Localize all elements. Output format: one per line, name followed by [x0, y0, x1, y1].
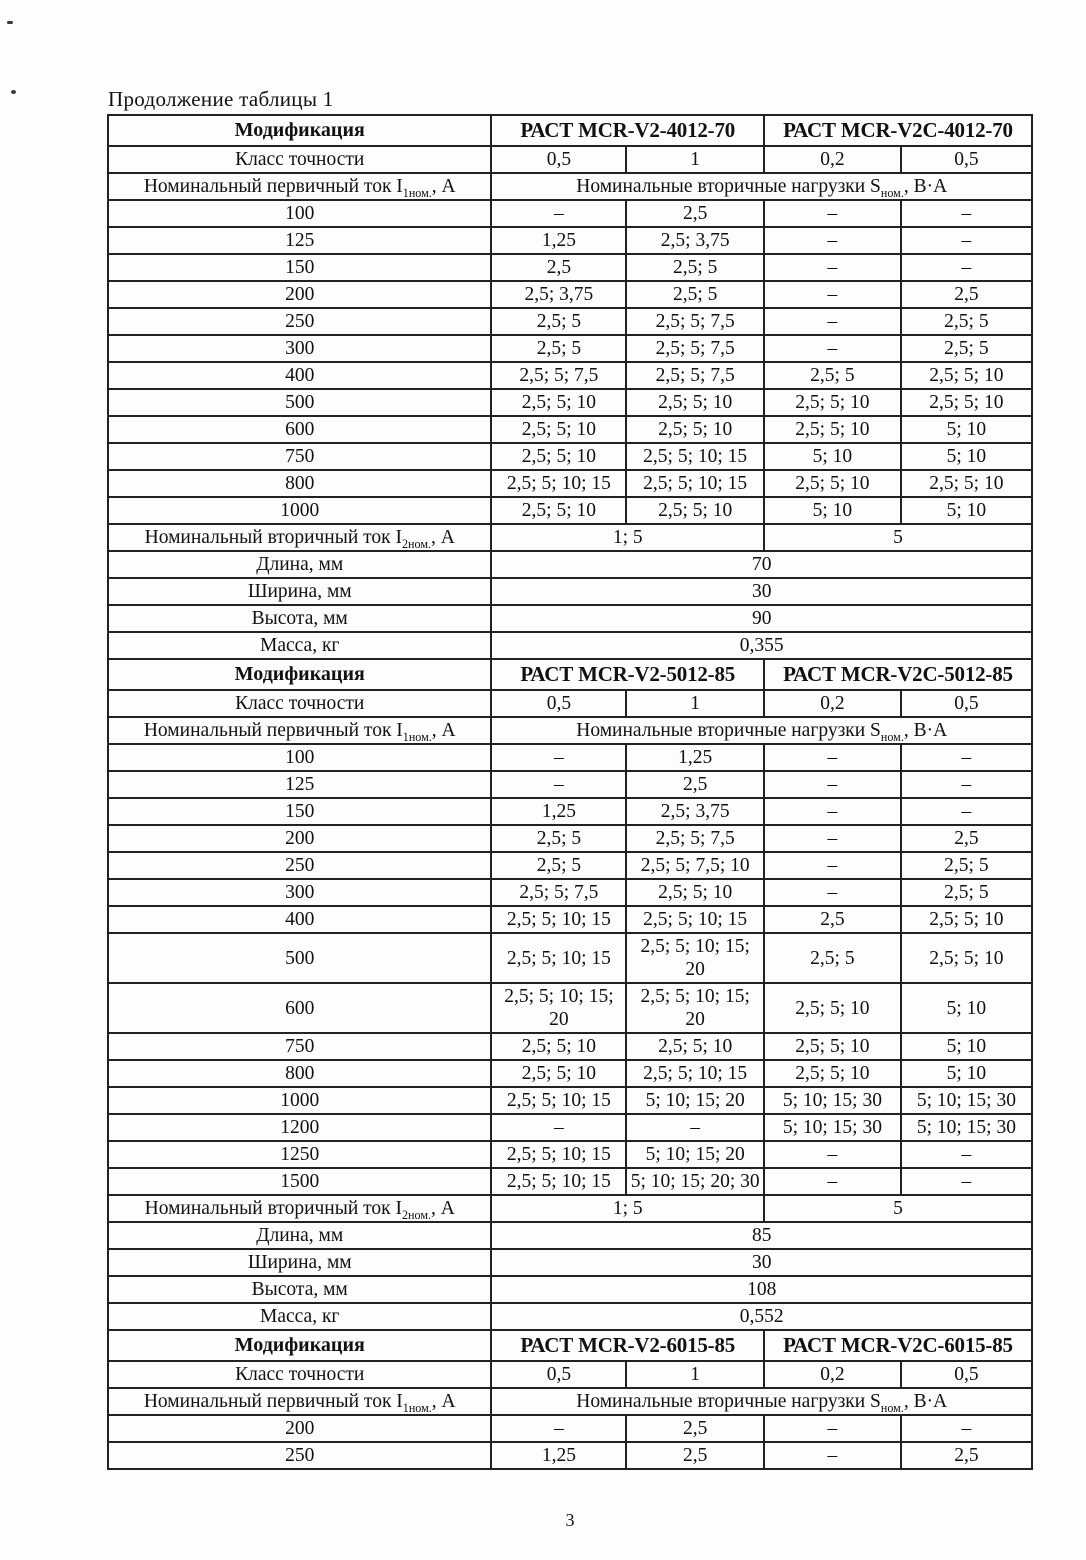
- current-value-cell: 300: [108, 335, 491, 362]
- table-row: [108, 744, 1032, 771]
- table-row: [108, 771, 1032, 798]
- accuracy-class-cell: 0,5: [491, 146, 626, 173]
- dimension-label-cell: Длина, мм: [108, 551, 491, 578]
- accuracy-row: [108, 146, 1032, 173]
- table-row: [108, 497, 1032, 524]
- load-values-cell: 2,5; 5; 7,5; 10: [626, 852, 764, 879]
- accuracy-label-cell: Класс точности: [108, 1361, 491, 1388]
- load-values-cell: –: [491, 1415, 626, 1442]
- current-value-cell: 100: [108, 744, 491, 771]
- load-values-cell: –: [764, 825, 901, 852]
- dimension-value-cell: 0,355: [491, 632, 1032, 659]
- current-value-cell: 750: [108, 1033, 491, 1060]
- load-values-cell: 2,5; 5; 10: [764, 1033, 901, 1060]
- primary-current-header-cell: Номинальный первичный ток $I_{1ном.}$, А: [108, 1388, 491, 1415]
- accuracy-class-cell: 0,5: [491, 690, 626, 717]
- load-values-cell: 5; 10: [901, 983, 1032, 1033]
- modification-row: [108, 659, 1032, 690]
- load-values-cell: 1,25: [491, 1442, 626, 1469]
- loads-header-cell: Номинальные вторичные нагрузки $S_{ном.}$, В·А: [491, 1388, 1032, 1415]
- page-number: 3: [565, 1510, 575, 1530]
- load-values-cell: –: [764, 308, 901, 335]
- accuracy-class-cell: 0,2: [764, 690, 901, 717]
- loads-header-row: [108, 717, 1032, 744]
- load-values-cell: –: [764, 1168, 901, 1195]
- load-values-cell: 5; 10; 15; 20: [626, 1087, 764, 1114]
- model-name-cell: РАСТ MCR-V2C-5012-85: [764, 659, 1032, 690]
- load-values-cell: 2,5; 5; 10; 15: [491, 1168, 626, 1195]
- dimension-label-cell: Высота, мм: [108, 1276, 491, 1303]
- table-row: [108, 200, 1032, 227]
- current-value-cell: 125: [108, 227, 491, 254]
- load-values-cell: 2,5; 5; 7,5: [491, 362, 626, 389]
- load-values-cell: 2,5; 5; 10; 15: [626, 470, 764, 497]
- secondary-current-value-cell: 1; 5: [491, 1195, 764, 1222]
- load-values-cell: –: [764, 335, 901, 362]
- load-values-cell: 2,5; 5; 10; 15: [626, 906, 764, 933]
- load-values-cell: –: [764, 798, 901, 825]
- load-values-cell: 2,5; 5: [901, 852, 1032, 879]
- dimension-value-cell: 90: [491, 605, 1032, 632]
- accuracy-class-cell: 0,2: [764, 1361, 901, 1388]
- load-values-cell: 5; 10; 15; 30: [901, 1087, 1032, 1114]
- dimension-row: [108, 1276, 1032, 1303]
- accuracy-class-cell: 0,2: [764, 146, 901, 173]
- current-value-cell: 100: [108, 200, 491, 227]
- modification-label-cell: Модификация: [108, 1330, 491, 1361]
- dimension-value-cell: 30: [491, 1249, 1032, 1276]
- current-value-cell: 150: [108, 798, 491, 825]
- loads-header-cell: Номинальные вторичные нагрузки $S_{ном.}$, В·А: [491, 173, 1032, 200]
- dimension-row: [108, 578, 1032, 605]
- loads-header-cell: Номинальные вторичные нагрузки $S_{ном.}$, В·А: [491, 717, 1032, 744]
- accuracy-class-cell: 0,5: [491, 1361, 626, 1388]
- current-value-cell: 500: [108, 389, 491, 416]
- load-values-cell: 2,5; 5: [491, 852, 626, 879]
- table-continuation-title: Продолжение таблицы 1: [108, 87, 334, 111]
- secondary-current-value-cell: 5: [764, 1195, 1032, 1222]
- current-value-cell: 1200: [108, 1114, 491, 1141]
- load-values-cell: –: [901, 1168, 1032, 1195]
- load-values-cell: 2,5; 5: [626, 281, 764, 308]
- load-values-cell: –: [901, 254, 1032, 281]
- current-value-cell: 150: [108, 254, 491, 281]
- load-values-cell: 2,5: [491, 254, 626, 281]
- load-values-cell: 2,5; 5; 10: [901, 933, 1032, 983]
- table-row: [108, 389, 1032, 416]
- load-values-cell: 2,5; 5; 10: [764, 1060, 901, 1087]
- load-values-cell: –: [764, 1141, 901, 1168]
- table-row: [108, 1033, 1032, 1060]
- current-value-cell: 1000: [108, 1087, 491, 1114]
- load-values-cell: –: [764, 200, 901, 227]
- current-value-cell: 125: [108, 771, 491, 798]
- load-values-cell: 2,5; 5: [491, 335, 626, 362]
- dimension-value-cell: 85: [491, 1222, 1032, 1249]
- scan-artifact-dot: [11, 90, 16, 94]
- current-value-cell: 1000: [108, 497, 491, 524]
- load-values-cell: 2,5: [901, 825, 1032, 852]
- load-values-cell: –: [901, 744, 1032, 771]
- model-name-cell: РАСТ MCR-V2-6015-85: [491, 1330, 764, 1361]
- dimension-label-cell: Ширина, мм: [108, 1249, 491, 1276]
- current-value-cell: 800: [108, 470, 491, 497]
- load-values-cell: 5; 10; 15; 20; 30: [626, 1168, 764, 1195]
- dimension-label-cell: Длина, мм: [108, 1222, 491, 1249]
- load-values-cell: 2,5; 3,75: [626, 227, 764, 254]
- load-values-cell: –: [491, 744, 626, 771]
- secondary-current-row: [108, 524, 1032, 551]
- load-values-cell: 2,5: [901, 1442, 1032, 1469]
- dimension-row: [108, 605, 1032, 632]
- load-values-cell: 5; 10; 15; 30: [901, 1114, 1032, 1141]
- load-values-cell: 2,5; 5; 10; 15: [626, 443, 764, 470]
- load-values-cell: –: [764, 744, 901, 771]
- load-values-cell: 2,5; 5; 10; 15; 20: [491, 983, 626, 1033]
- current-value-cell: 1250: [108, 1141, 491, 1168]
- model-name-cell: РАСТ MCR-V2-5012-85: [491, 659, 764, 690]
- accuracy-class-cell: 1: [626, 690, 764, 717]
- load-values-cell: 2,5; 5; 7,5: [626, 335, 764, 362]
- load-values-cell: 2,5; 3,75: [491, 281, 626, 308]
- table-row: [108, 254, 1032, 281]
- spec-table-body: [108, 115, 1032, 1469]
- current-value-cell: 200: [108, 825, 491, 852]
- load-values-cell: 2,5; 5; 10: [626, 1033, 764, 1060]
- load-values-cell: 2,5: [764, 906, 901, 933]
- model-name-cell: РАСТ MCR-V2C-6015-85: [764, 1330, 1032, 1361]
- load-values-cell: 2,5; 5: [491, 308, 626, 335]
- load-values-cell: 2,5; 5; 10; 15; 20: [626, 933, 764, 983]
- accuracy-class-cell: 0,5: [901, 690, 1032, 717]
- load-values-cell: 2,5; 5; 7,5: [626, 362, 764, 389]
- modification-label-cell: Модификация: [108, 659, 491, 690]
- load-values-cell: 2,5; 5; 10: [764, 983, 901, 1033]
- current-value-cell: 500: [108, 933, 491, 983]
- load-values-cell: 2,5; 5; 10: [626, 879, 764, 906]
- dimension-value-cell: 108: [491, 1276, 1032, 1303]
- load-values-cell: –: [764, 1442, 901, 1469]
- load-values-cell: 2,5; 5: [764, 362, 901, 389]
- secondary-current-label-cell: Номинальный вторичный ток $I_{2ном.}$, А: [108, 524, 491, 551]
- load-values-cell: 2,5; 5; 7,5: [626, 825, 764, 852]
- load-values-cell: –: [901, 200, 1032, 227]
- table-row: [108, 825, 1032, 852]
- table-row: [108, 983, 1032, 1033]
- load-values-cell: 5; 10: [901, 497, 1032, 524]
- load-values-cell: 5; 10: [901, 416, 1032, 443]
- current-value-cell: 600: [108, 416, 491, 443]
- load-values-cell: –: [626, 1114, 764, 1141]
- load-values-cell: 2,5; 5; 10; 15: [626, 1060, 764, 1087]
- load-values-cell: 5; 10; 15; 30: [764, 1114, 901, 1141]
- dimension-value-cell: 30: [491, 578, 1032, 605]
- table-row: [108, 1060, 1032, 1087]
- load-values-cell: 2,5; 5; 7,5: [626, 308, 764, 335]
- table-row: [108, 1415, 1032, 1442]
- accuracy-row: [108, 1361, 1032, 1388]
- load-values-cell: –: [764, 227, 901, 254]
- dimension-row: [108, 1303, 1032, 1330]
- current-value-cell: 1500: [108, 1168, 491, 1195]
- load-values-cell: 5; 10: [901, 1060, 1032, 1087]
- load-values-cell: 2,5; 5; 10: [491, 416, 626, 443]
- table-row: [108, 906, 1032, 933]
- accuracy-label-cell: Класс точности: [108, 146, 491, 173]
- load-values-cell: 1,25: [491, 798, 626, 825]
- load-values-cell: 2,5; 5; 10: [901, 362, 1032, 389]
- table-row: [108, 1114, 1032, 1141]
- accuracy-row: [108, 690, 1032, 717]
- load-values-cell: 2,5; 5: [901, 335, 1032, 362]
- loads-header-row: [108, 173, 1032, 200]
- load-values-cell: 2,5; 5; 10: [626, 389, 764, 416]
- current-value-cell: 400: [108, 906, 491, 933]
- load-values-cell: 2,5; 5; 10; 15: [491, 470, 626, 497]
- table-row: [108, 416, 1032, 443]
- load-values-cell: 2,5; 5; 10: [491, 1060, 626, 1087]
- load-values-cell: –: [901, 771, 1032, 798]
- load-values-cell: –: [901, 1415, 1032, 1442]
- load-values-cell: –: [764, 1415, 901, 1442]
- load-values-cell: 1,25: [491, 227, 626, 254]
- table-row: [108, 879, 1032, 906]
- load-values-cell: 2,5; 5; 10; 15: [491, 906, 626, 933]
- load-values-cell: 2,5; 5; 10: [764, 416, 901, 443]
- current-value-cell: 300: [108, 879, 491, 906]
- current-value-cell: 800: [108, 1060, 491, 1087]
- load-values-cell: 2,5: [626, 1415, 764, 1442]
- load-values-cell: –: [491, 200, 626, 227]
- load-values-cell: 5; 10; 15; 20: [626, 1141, 764, 1168]
- table-row: [108, 308, 1032, 335]
- dimension-value-cell: 70: [491, 551, 1032, 578]
- table-row: [108, 798, 1032, 825]
- load-values-cell: –: [901, 1141, 1032, 1168]
- primary-current-header-cell: Номинальный первичный ток $I_{1ном.}$, А: [108, 717, 491, 744]
- table-row: [108, 1087, 1032, 1114]
- secondary-current-value-cell: 1; 5: [491, 524, 764, 551]
- load-values-cell: 2,5: [626, 1442, 764, 1469]
- load-values-cell: –: [764, 771, 901, 798]
- modification-row: [108, 115, 1032, 146]
- table-row: [108, 1168, 1032, 1195]
- secondary-current-row: [108, 1195, 1032, 1222]
- accuracy-label-cell: Класс точности: [108, 690, 491, 717]
- load-values-cell: –: [764, 281, 901, 308]
- loads-header-row: [108, 1388, 1032, 1415]
- load-values-cell: 5; 10: [901, 1033, 1032, 1060]
- accuracy-class-cell: 0,5: [901, 1361, 1032, 1388]
- current-value-cell: 750: [108, 443, 491, 470]
- load-values-cell: –: [491, 771, 626, 798]
- load-values-cell: 2,5; 5; 10; 15; 20: [626, 983, 764, 1033]
- load-values-cell: 2,5; 5: [764, 933, 901, 983]
- dimension-value-cell: 0,552: [491, 1303, 1032, 1330]
- modification-row: [108, 1330, 1032, 1361]
- load-values-cell: 2,5; 5; 10: [491, 389, 626, 416]
- load-values-cell: –: [901, 227, 1032, 254]
- current-value-cell: 250: [108, 1442, 491, 1469]
- accuracy-class-cell: 1: [626, 146, 764, 173]
- load-values-cell: 1,25: [626, 744, 764, 771]
- load-values-cell: 2,5; 5; 10; 15: [491, 933, 626, 983]
- load-values-cell: 2,5; 5; 10: [764, 389, 901, 416]
- table-row: [108, 470, 1032, 497]
- dimension-row: [108, 632, 1032, 659]
- current-value-cell: 250: [108, 308, 491, 335]
- accuracy-class-cell: 1: [626, 1361, 764, 1388]
- dimension-label-cell: Масса, кг: [108, 1303, 491, 1330]
- load-values-cell: 2,5; 5; 10: [764, 470, 901, 497]
- table-row: [108, 933, 1032, 983]
- dimension-row: [108, 1222, 1032, 1249]
- table-row: [108, 227, 1032, 254]
- model-name-cell: РАСТ MCR-V2-4012-70: [491, 115, 764, 146]
- modification-label-cell: Модификация: [108, 115, 491, 146]
- load-values-cell: 2,5; 5; 10: [491, 1033, 626, 1060]
- load-values-cell: 5; 10: [901, 443, 1032, 470]
- primary-current-header-cell: Номинальный первичный ток $I_{1ном.}$, А: [108, 173, 491, 200]
- table-row: [108, 1141, 1032, 1168]
- load-values-cell: 2,5: [901, 281, 1032, 308]
- load-values-cell: 2,5; 5; 10: [626, 497, 764, 524]
- table-row: [108, 852, 1032, 879]
- load-values-cell: 2,5: [626, 200, 764, 227]
- dimension-label-cell: Высота, мм: [108, 605, 491, 632]
- dimension-row: [108, 1249, 1032, 1276]
- current-value-cell: 200: [108, 1415, 491, 1442]
- dimension-label-cell: Ширина, мм: [108, 578, 491, 605]
- load-values-cell: 2,5; 5; 10: [491, 497, 626, 524]
- current-value-cell: 600: [108, 983, 491, 1033]
- table-row: [108, 362, 1032, 389]
- spec-table: [107, 114, 1033, 1470]
- load-values-cell: 2,5; 5; 10: [901, 470, 1032, 497]
- model-name-cell: РАСТ MCR-V2C-4012-70: [764, 115, 1032, 146]
- load-values-cell: 2,5; 5; 10: [491, 443, 626, 470]
- secondary-current-label-cell: Номинальный вторичный ток $I_{2ном.}$, А: [108, 1195, 491, 1222]
- load-values-cell: 5; 10: [764, 443, 901, 470]
- load-values-cell: 2,5: [626, 771, 764, 798]
- dimension-row: [108, 551, 1032, 578]
- load-values-cell: –: [764, 879, 901, 906]
- load-values-cell: –: [491, 1114, 626, 1141]
- load-values-cell: 2,5; 3,75: [626, 798, 764, 825]
- dimension-label-cell: Масса, кг: [108, 632, 491, 659]
- load-values-cell: 2,5; 5; 10: [901, 906, 1032, 933]
- load-values-cell: 2,5; 5: [901, 879, 1032, 906]
- table-row: [108, 1442, 1032, 1469]
- load-values-cell: 2,5; 5: [901, 308, 1032, 335]
- scan-artifact-dot: [7, 21, 13, 24]
- table-row: [108, 443, 1032, 470]
- load-values-cell: 2,5; 5; 10; 15: [491, 1141, 626, 1168]
- load-values-cell: 2,5; 5: [491, 825, 626, 852]
- load-values-cell: 2,5; 5; 10: [626, 416, 764, 443]
- load-values-cell: 5; 10; 15; 30: [764, 1087, 901, 1114]
- secondary-current-value-cell: 5: [764, 524, 1032, 551]
- load-values-cell: –: [764, 254, 901, 281]
- load-values-cell: 2,5; 5; 7,5: [491, 879, 626, 906]
- current-value-cell: 400: [108, 362, 491, 389]
- load-values-cell: 2,5; 5; 10: [901, 389, 1032, 416]
- load-values-cell: 5; 10: [764, 497, 901, 524]
- current-value-cell: 250: [108, 852, 491, 879]
- current-value-cell: 200: [108, 281, 491, 308]
- load-values-cell: 2,5; 5; 10; 15: [491, 1087, 626, 1114]
- load-values-cell: –: [764, 852, 901, 879]
- table-row: [108, 335, 1032, 362]
- table-row: [108, 281, 1032, 308]
- load-values-cell: –: [901, 798, 1032, 825]
- accuracy-class-cell: 0,5: [901, 146, 1032, 173]
- load-values-cell: 2,5; 5: [626, 254, 764, 281]
